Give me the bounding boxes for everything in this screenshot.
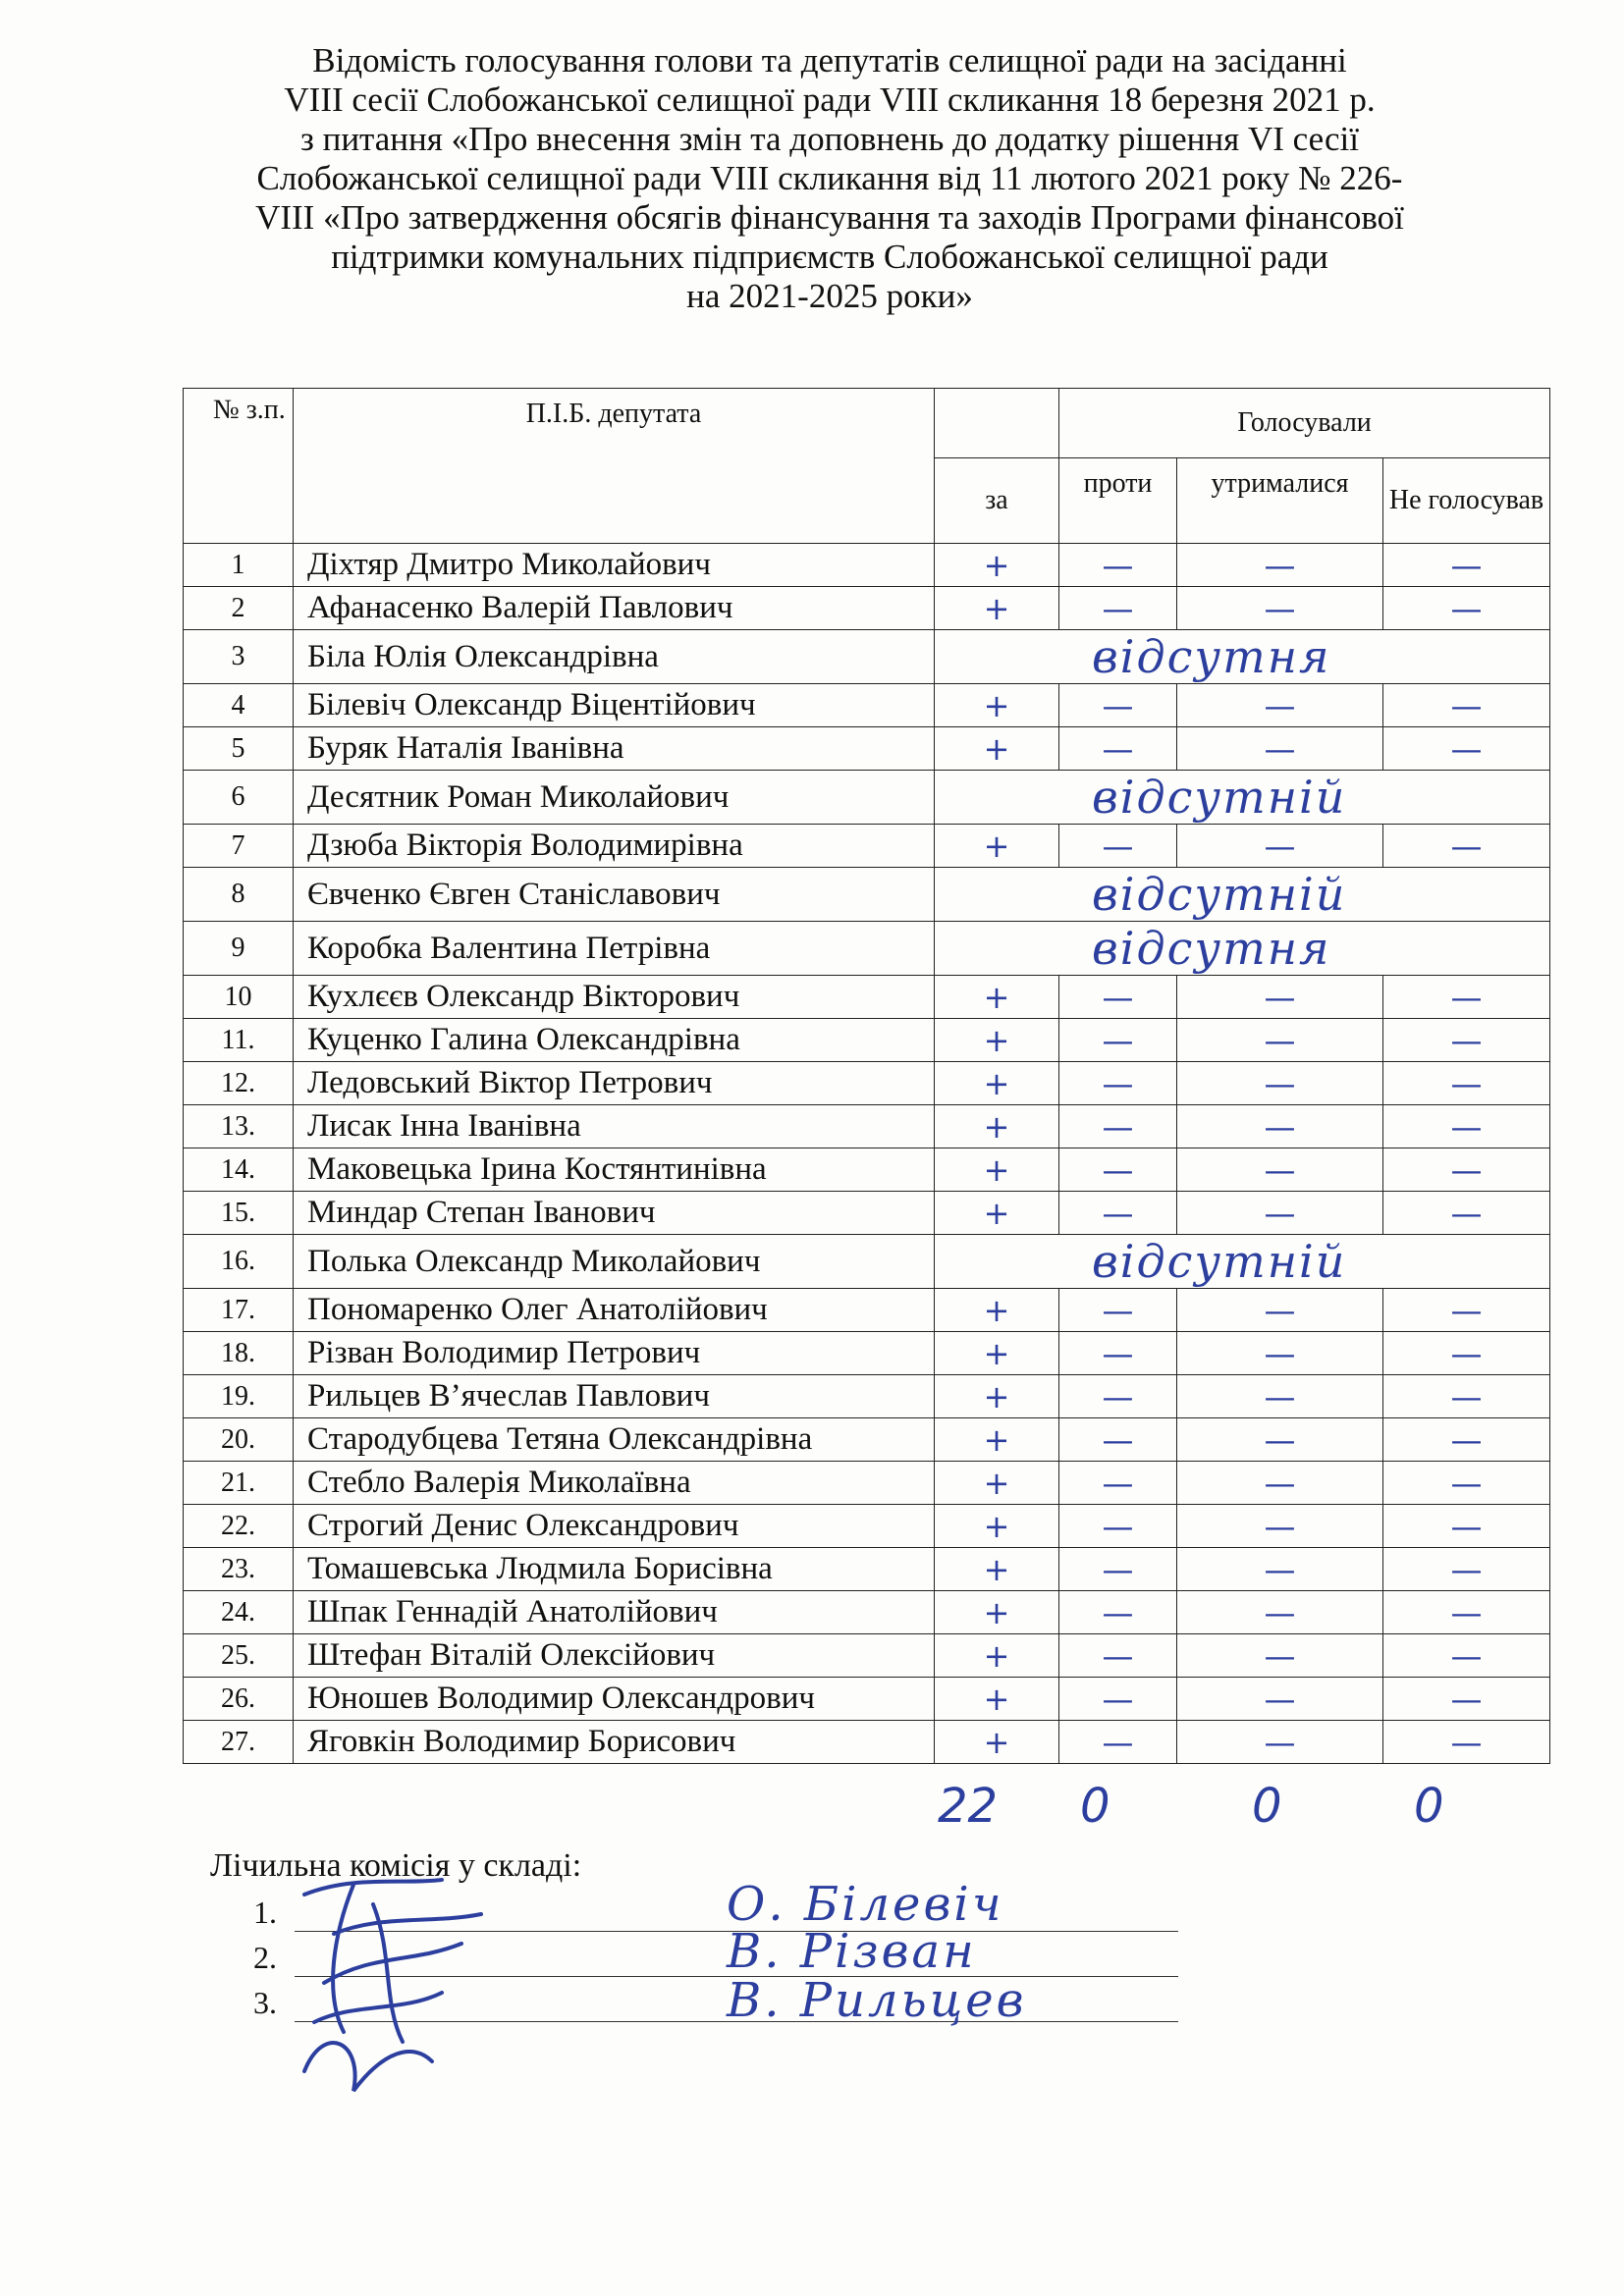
table-row bbox=[184, 1462, 1550, 1505]
vote-against-mark: — bbox=[1059, 1721, 1177, 1764]
deputy-name: Різван Володимир Петрович bbox=[294, 1332, 935, 1375]
row-number: 15. bbox=[184, 1192, 294, 1235]
table-row bbox=[184, 587, 1550, 630]
title-line-4: Слобожанської селищної ради VIII скликання від 11 лютого 2021 року № 226- bbox=[256, 159, 1403, 197]
table-row bbox=[184, 1332, 1550, 1375]
total-not-voted: 0 bbox=[1414, 1779, 1444, 1834]
vote-abstained-mark: — bbox=[1177, 1721, 1383, 1764]
vote-abstained-mark: — bbox=[1177, 825, 1383, 868]
table-body bbox=[184, 544, 1550, 1764]
header-empty bbox=[935, 389, 1059, 458]
deputy-name: Рильцев В’ячеслав Павлович bbox=[294, 1375, 935, 1418]
vote-for-mark: + bbox=[935, 1148, 1059, 1192]
vote-abstained-mark: — bbox=[1177, 1548, 1383, 1591]
vote-against-mark: — bbox=[1059, 727, 1177, 771]
table-row bbox=[184, 1418, 1550, 1462]
deputy-name: Десятник Роман Миколайович bbox=[294, 771, 935, 825]
vote-not-voted-mark: — bbox=[1383, 544, 1550, 587]
vote-not-voted-mark: — bbox=[1383, 684, 1550, 727]
header-name: П.І.Б. депутата bbox=[294, 389, 935, 544]
row-number: 26. bbox=[184, 1678, 294, 1721]
vote-abstained-mark: — bbox=[1177, 1678, 1383, 1721]
title-line-3: з питання «Про внесення змін та доповнень до додатку рішення VI сесії bbox=[300, 120, 1359, 158]
deputy-name: Євченко Євген Станіславович bbox=[294, 868, 935, 922]
row-number: 21. bbox=[184, 1462, 294, 1505]
row-number: 22. bbox=[184, 1505, 294, 1548]
row-number: 10 bbox=[184, 976, 294, 1019]
table-row bbox=[184, 1634, 1550, 1678]
vote-against-mark: — bbox=[1059, 1375, 1177, 1418]
absent-mark: відсутній bbox=[935, 1235, 1550, 1289]
document-title bbox=[177, 41, 1483, 316]
deputy-name: Коробка Валентина Петрівна bbox=[294, 922, 935, 976]
vote-for-mark: + bbox=[935, 1418, 1059, 1462]
row-number: 18. bbox=[184, 1332, 294, 1375]
vote-not-voted-mark: — bbox=[1383, 1375, 1550, 1418]
vote-for-mark: + bbox=[935, 1505, 1059, 1548]
vote-not-voted-mark: — bbox=[1383, 1019, 1550, 1062]
vote-against-mark: — bbox=[1059, 825, 1177, 868]
vote-abstained-mark: — bbox=[1177, 1062, 1383, 1105]
deputy-name: Полька Олександр Миколайович bbox=[294, 1235, 935, 1289]
row-number: 13. bbox=[184, 1105, 294, 1148]
header-for: за bbox=[935, 458, 1059, 544]
vote-not-voted-mark: — bbox=[1383, 1678, 1550, 1721]
deputy-name: Афанасенко Валерій Павлович bbox=[294, 587, 935, 630]
vote-for-mark: + bbox=[935, 1548, 1059, 1591]
deputy-name: Ледовський Віктор Петрович bbox=[294, 1062, 935, 1105]
vote-abstained-mark: — bbox=[1177, 976, 1383, 1019]
vote-against-mark: — bbox=[1059, 1019, 1177, 1062]
deputy-name: Кухлєєв Олександр Вікторович bbox=[294, 976, 935, 1019]
row-number: 20. bbox=[184, 1418, 294, 1462]
table-row bbox=[184, 1235, 1550, 1289]
vote-for-mark: + bbox=[935, 1289, 1059, 1332]
commission-num-2: 2. bbox=[253, 1940, 277, 1975]
vote-not-voted-mark: — bbox=[1383, 1721, 1550, 1764]
table-row bbox=[184, 1678, 1550, 1721]
vote-against-mark: — bbox=[1059, 1062, 1177, 1105]
commission-member-1: О. Білевіч bbox=[727, 1877, 1004, 1932]
table-row bbox=[184, 1505, 1550, 1548]
deputy-name: Миндар Степан Іванович bbox=[294, 1192, 935, 1235]
vote-against-mark: — bbox=[1059, 1462, 1177, 1505]
vote-for-mark: + bbox=[935, 1192, 1059, 1235]
table-row bbox=[184, 825, 1550, 868]
vote-against-mark: — bbox=[1059, 1505, 1177, 1548]
vote-for-mark: + bbox=[935, 544, 1059, 587]
vote-for-mark: + bbox=[935, 1375, 1059, 1418]
row-number: 5 bbox=[184, 727, 294, 771]
vote-not-voted-mark: — bbox=[1383, 1289, 1550, 1332]
vote-abstained-mark: — bbox=[1177, 727, 1383, 771]
vote-for-mark: + bbox=[935, 1591, 1059, 1634]
vote-not-voted-mark: — bbox=[1383, 1505, 1550, 1548]
table-row bbox=[184, 1105, 1550, 1148]
vote-for-mark: + bbox=[935, 1105, 1059, 1148]
vote-not-voted-mark: — bbox=[1383, 1192, 1550, 1235]
vote-against-mark: — bbox=[1059, 1548, 1177, 1591]
total-for: 22 bbox=[938, 1779, 999, 1834]
deputy-name: Яговкін Володимир Борисович bbox=[294, 1721, 935, 1764]
vote-against-mark: — bbox=[1059, 1678, 1177, 1721]
vote-abstained-mark: — bbox=[1177, 1418, 1383, 1462]
absent-mark: відсутня bbox=[935, 922, 1550, 976]
vote-for-mark: + bbox=[935, 1634, 1059, 1678]
table-row bbox=[184, 771, 1550, 825]
table-row bbox=[184, 1591, 1550, 1634]
vote-not-voted-mark: — bbox=[1383, 1105, 1550, 1148]
vote-against-mark: — bbox=[1059, 1289, 1177, 1332]
table-row bbox=[184, 544, 1550, 587]
deputy-name: Томашевська Людмила Борисівна bbox=[294, 1548, 935, 1591]
title-line-1: Відомість голосування голови та депутатів селищної ради на засіданні bbox=[312, 41, 1347, 80]
table-row bbox=[184, 630, 1550, 684]
title-line-5: VIII «Про затвердження обсягів фінансування та заходів Програми фінансової bbox=[255, 198, 1404, 237]
vote-not-voted-mark: — bbox=[1383, 1634, 1550, 1678]
row-number: 25. bbox=[184, 1634, 294, 1678]
row-number: 19. bbox=[184, 1375, 294, 1418]
row-number: 6 bbox=[184, 771, 294, 825]
title-line-2: VIII сесії Слобожанської селищної ради VIII скликання 18 березня 2021 р. bbox=[284, 80, 1376, 119]
deputy-name: Біла Юлія Олександрівна bbox=[294, 630, 935, 684]
row-number: 1 bbox=[184, 544, 294, 587]
table-row bbox=[184, 1192, 1550, 1235]
header-abstained: утрималися bbox=[1177, 458, 1383, 544]
vote-for-mark: + bbox=[935, 1678, 1059, 1721]
vote-abstained-mark: — bbox=[1177, 1019, 1383, 1062]
vote-abstained-mark: — bbox=[1177, 1105, 1383, 1148]
vote-against-mark: — bbox=[1059, 976, 1177, 1019]
commission-label: Лічильна комісія у складі: bbox=[210, 1847, 582, 1884]
commission-num-3: 3. bbox=[253, 1985, 277, 2020]
row-number: 23. bbox=[184, 1548, 294, 1591]
table-row bbox=[184, 684, 1550, 727]
vote-against-mark: — bbox=[1059, 684, 1177, 727]
vote-not-voted-mark: — bbox=[1383, 587, 1550, 630]
table-row bbox=[184, 976, 1550, 1019]
vote-against-mark: — bbox=[1059, 1148, 1177, 1192]
vote-abstained-mark: — bbox=[1177, 1289, 1383, 1332]
vote-against-mark: — bbox=[1059, 1418, 1177, 1462]
total-abstained: 0 bbox=[1252, 1779, 1282, 1834]
vote-for-mark: + bbox=[935, 1462, 1059, 1505]
row-number: 24. bbox=[184, 1591, 294, 1634]
row-number: 17. bbox=[184, 1289, 294, 1332]
deputy-name: Штефан Віталій Олексійович bbox=[294, 1634, 935, 1678]
table-row bbox=[184, 1548, 1550, 1591]
header-row-top bbox=[184, 389, 1550, 458]
header-voted: Голосували bbox=[1059, 389, 1550, 458]
row-number: 11. bbox=[184, 1019, 294, 1062]
vote-abstained-mark: — bbox=[1177, 1462, 1383, 1505]
vote-not-voted-mark: — bbox=[1383, 727, 1550, 771]
absent-mark: відсутній bbox=[935, 771, 1550, 825]
table-row bbox=[184, 1289, 1550, 1332]
vote-not-voted-mark: — bbox=[1383, 1332, 1550, 1375]
vote-not-voted-mark: — bbox=[1383, 1062, 1550, 1105]
vote-against-mark: — bbox=[1059, 544, 1177, 587]
title-line-7: на 2021-2025 роки» bbox=[686, 277, 973, 315]
vote-not-voted-mark: — bbox=[1383, 1418, 1550, 1462]
table-row bbox=[184, 1062, 1550, 1105]
vote-against-mark: — bbox=[1059, 587, 1177, 630]
row-number: 9 bbox=[184, 922, 294, 976]
table-row bbox=[184, 868, 1550, 922]
commission-num-1: 1. bbox=[253, 1895, 277, 1930]
vote-for-mark: + bbox=[935, 976, 1059, 1019]
table-row bbox=[184, 1148, 1550, 1192]
vote-for-mark: + bbox=[935, 1721, 1059, 1764]
vote-for-mark: + bbox=[935, 1062, 1059, 1105]
vote-abstained-mark: — bbox=[1177, 544, 1383, 587]
table-row bbox=[184, 1375, 1550, 1418]
row-number: 8 bbox=[184, 868, 294, 922]
vote-for-mark: + bbox=[935, 1332, 1059, 1375]
vote-for-mark: + bbox=[935, 1019, 1059, 1062]
table-row bbox=[184, 922, 1550, 976]
table-row bbox=[184, 1721, 1550, 1764]
vote-abstained-mark: — bbox=[1177, 1634, 1383, 1678]
vote-not-voted-mark: — bbox=[1383, 1148, 1550, 1192]
absent-mark: відсутній bbox=[935, 868, 1550, 922]
row-number: 27. bbox=[184, 1721, 294, 1764]
vote-not-voted-mark: — bbox=[1383, 1548, 1550, 1591]
vote-abstained-mark: — bbox=[1177, 1505, 1383, 1548]
row-number: 2 bbox=[184, 587, 294, 630]
vote-not-voted-mark: — bbox=[1383, 976, 1550, 1019]
deputy-name: Шпак Геннадій Анатолійович bbox=[294, 1591, 935, 1634]
row-number: 12. bbox=[184, 1062, 294, 1105]
total-against: 0 bbox=[1080, 1779, 1110, 1834]
row-number: 7 bbox=[184, 825, 294, 868]
deputy-name: Юношев Володимир Олександрович bbox=[294, 1678, 935, 1721]
header-not-voted: Не голосував bbox=[1383, 458, 1550, 544]
vote-against-mark: — bbox=[1059, 1591, 1177, 1634]
vote-against-mark: — bbox=[1059, 1332, 1177, 1375]
deputy-name: Буряк Наталія Іванівна bbox=[294, 727, 935, 771]
vote-abstained-mark: — bbox=[1177, 1148, 1383, 1192]
title-line-6: підтримки комунальних підприємств Слобожанської селищної ради bbox=[331, 238, 1328, 276]
vote-not-voted-mark: — bbox=[1383, 825, 1550, 868]
vote-for-mark: + bbox=[935, 587, 1059, 630]
vote-for-mark: + bbox=[935, 727, 1059, 771]
vote-abstained-mark: — bbox=[1177, 587, 1383, 630]
commission-member-2: В. Різван bbox=[727, 1924, 977, 1979]
table-row bbox=[184, 727, 1550, 771]
vote-not-voted-mark: — bbox=[1383, 1591, 1550, 1634]
commission-member-3: В. Рильцев bbox=[727, 1973, 1027, 2028]
deputy-name: Маковецька Ірина Костянтинівна bbox=[294, 1148, 935, 1192]
absent-mark: відсутня bbox=[935, 630, 1550, 684]
deputy-name: Білевіч Олександр Віцентійович bbox=[294, 684, 935, 727]
header-num: № з.п. bbox=[184, 389, 294, 544]
header-against: проти bbox=[1059, 458, 1177, 544]
deputy-name: Діхтяр Дмитро Миколайович bbox=[294, 544, 935, 587]
vote-abstained-mark: — bbox=[1177, 1591, 1383, 1634]
deputy-name: Лисак Інна Іванівна bbox=[294, 1105, 935, 1148]
vote-against-mark: — bbox=[1059, 1105, 1177, 1148]
vote-abstained-mark: — bbox=[1177, 684, 1383, 727]
deputy-name: Стебло Валерія Миколаївна bbox=[294, 1462, 935, 1505]
deputy-name: Пономаренко Олег Анатолійович bbox=[294, 1289, 935, 1332]
vote-against-mark: — bbox=[1059, 1634, 1177, 1678]
vote-against-mark: — bbox=[1059, 1192, 1177, 1235]
voting-table bbox=[183, 388, 1550, 1764]
deputy-name: Дзюба Вікторія Володимирівна bbox=[294, 825, 935, 868]
row-number: 14. bbox=[184, 1148, 294, 1192]
vote-abstained-mark: — bbox=[1177, 1332, 1383, 1375]
vote-not-voted-mark: — bbox=[1383, 1462, 1550, 1505]
row-number: 16. bbox=[184, 1235, 294, 1289]
deputy-name: Куценко Галина Олександрівна bbox=[294, 1019, 935, 1062]
vote-abstained-mark: — bbox=[1177, 1375, 1383, 1418]
table-row bbox=[184, 1019, 1550, 1062]
deputy-name: Стародубцева Тетяна Олександрівна bbox=[294, 1418, 935, 1462]
signature-scribble bbox=[295, 1875, 550, 2101]
deputy-name: Строгий Денис Олександрович bbox=[294, 1505, 935, 1548]
row-number: 4 bbox=[184, 684, 294, 727]
vote-for-mark: + bbox=[935, 684, 1059, 727]
row-number: 3 bbox=[184, 630, 294, 684]
vote-for-mark: + bbox=[935, 825, 1059, 868]
vote-abstained-mark: — bbox=[1177, 1192, 1383, 1235]
